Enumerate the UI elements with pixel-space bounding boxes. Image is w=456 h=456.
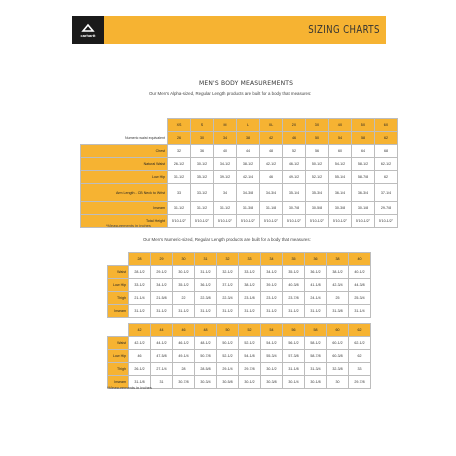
waist-equivalent-cell: 38	[237, 132, 260, 145]
table-cell: 55-1/4	[329, 171, 352, 184]
numeric-size-table-2	[107, 323, 371, 389]
table-cell: 30-5/8	[306, 202, 329, 215]
size-header-cell: 60	[327, 324, 349, 337]
table-cell: 50-7/8	[195, 350, 217, 363]
table-cell: 30-1/2	[191, 158, 214, 171]
size-header-cell: 38	[327, 253, 349, 266]
table-cell: 28	[173, 363, 195, 376]
size-header-cell: L	[237, 119, 260, 132]
table-cell: 30-1/8	[352, 202, 375, 215]
table-cell: 21-1/4	[129, 292, 151, 305]
table-cell: 5'10-1/2"	[329, 215, 352, 228]
table-cell: 29-7/8	[349, 376, 371, 389]
table-row	[108, 363, 371, 376]
size-header-cell: 5X	[352, 119, 375, 132]
table-cell: 40	[214, 145, 237, 158]
table-cell: 34-1/2	[151, 279, 173, 292]
table-cell: 41-1/8	[305, 279, 327, 292]
table-cell: 58-7/8	[352, 171, 375, 184]
table-cell: 37-1/2	[217, 279, 239, 292]
table-cell: 64	[352, 145, 375, 158]
table-cell: 36-3/4	[352, 184, 375, 202]
size-header-cell: 29	[151, 253, 173, 266]
table-cell: 42-3/4	[327, 279, 349, 292]
size-header-cell: 44	[151, 324, 173, 337]
row-label: Low Hip	[108, 279, 129, 292]
table-cell: 31-1/2	[129, 305, 151, 318]
size-header-cell: XL	[260, 119, 283, 132]
table-cell: 25-3/4	[349, 292, 371, 305]
table-cell: 56-1/2	[283, 337, 305, 350]
table-cell: 31-3/8	[327, 305, 349, 318]
alpha-note: *Measurements in inches	[106, 223, 151, 228]
table-cell: 5'10-1/2"	[283, 215, 306, 228]
size-header-cell: 58	[305, 324, 327, 337]
table-cell: 52-1/2	[217, 350, 239, 363]
table-cell: 31-1/2	[191, 202, 214, 215]
waist-equivalent-cell: 30	[191, 132, 214, 145]
table-row	[81, 184, 398, 202]
waist-equivalent-cell: 58	[352, 132, 375, 145]
table-cell: 46	[260, 171, 283, 184]
table-cell: 62	[375, 171, 398, 184]
table-cell: 30-1/2	[173, 266, 195, 279]
table-row	[108, 279, 371, 292]
size-header-cell: 30	[173, 253, 195, 266]
table-cell: 33-1/2	[129, 279, 151, 292]
logo-text: carhartt	[80, 32, 96, 38]
table-cell: 40-1/2	[349, 266, 371, 279]
table-cell: 32-3/8	[327, 363, 349, 376]
table-cell: 62	[349, 350, 371, 363]
table-cell: 27-1/4	[151, 363, 173, 376]
table-cell: 31-1/2	[305, 305, 327, 318]
row-label: Natural Waist	[81, 158, 168, 171]
table-cell: 31-1/2	[195, 266, 217, 279]
row-label: Waist	[108, 337, 129, 350]
table-cell: 34	[214, 184, 237, 202]
table-cell: 54-1/2	[329, 158, 352, 171]
table-cell: 31-1/2	[217, 305, 239, 318]
table-cell: 31-1/2	[283, 305, 305, 318]
size-header-cell: XS	[168, 119, 191, 132]
size-header-cell: 42	[129, 324, 151, 337]
table-row	[81, 202, 398, 215]
table-cell: 62-1/2	[375, 158, 398, 171]
size-header-cell: 54	[261, 324, 283, 337]
table-cell: 30-7/8	[283, 202, 306, 215]
table-cell: 31-1/2	[151, 305, 173, 318]
table-cell: 35-1/4	[283, 184, 306, 202]
table-cell: 31-1/8	[283, 363, 305, 376]
table-row	[108, 292, 371, 305]
table-row	[108, 305, 371, 318]
table-cell: 31-1/2	[168, 171, 191, 184]
table-cell: 34-1/2	[214, 158, 237, 171]
table-cell: 23-1/2	[261, 292, 283, 305]
table-cell: 36-1/4	[329, 184, 352, 202]
table-cell: 23-7/8	[283, 292, 305, 305]
row-label: Thigh	[108, 363, 129, 376]
table-cell: 28-1/2	[129, 266, 151, 279]
table-cell: 54-1/8	[239, 350, 261, 363]
table-cell: 48	[260, 145, 283, 158]
table-cell: 21-5/8	[151, 292, 173, 305]
table-cell: 5'10-1/2"	[214, 215, 237, 228]
table-cell: 33-1/2	[191, 184, 214, 202]
table-cell: 44-1/2	[151, 337, 173, 350]
table-cell: 5'10-1/2"	[168, 215, 191, 228]
table-cell: 52	[283, 145, 306, 158]
table-cell: 5'10-1/2"	[260, 215, 283, 228]
waist-equivalent-cell: 26	[168, 132, 191, 145]
size-header-cell: 4X	[329, 119, 352, 132]
table-cell: 5'10-1/2"	[237, 215, 260, 228]
table-cell: 31	[151, 376, 173, 389]
waist-equivalent-cell: 50	[306, 132, 329, 145]
row-label: Inseam	[81, 202, 168, 215]
table-cell: 5'10-1/2"	[306, 215, 329, 228]
table-cell: 30-1/4	[283, 376, 305, 389]
waist-equivalent-cell: 62	[375, 132, 398, 145]
table-cell: 58-1/2	[352, 158, 375, 171]
size-header-cell: 6X	[375, 119, 398, 132]
size-header-cell: 3X	[306, 119, 329, 132]
table-cell: 52-1/2	[239, 337, 261, 350]
size-header-cell: 36	[305, 253, 327, 266]
table-cell: 60-3/8	[327, 350, 349, 363]
table-cell: 37-1/4	[375, 184, 398, 202]
table-cell: 40-3/8	[283, 279, 305, 292]
table-cell: 34-3/8	[237, 184, 260, 202]
alpha-subtitle: Our Men's Alpha-sized, Regular Length products are built for a body that measures:	[149, 91, 312, 96]
waist-equivalent-row	[81, 132, 398, 145]
table-cell: 26-1/2	[168, 158, 191, 171]
table-cell: 39-1/2	[261, 279, 283, 292]
table-cell: 35-3/4	[306, 184, 329, 202]
size-header-cell: 33	[239, 253, 261, 266]
table-cell: 47-5/8	[151, 350, 173, 363]
table-cell: 30-1/2	[239, 376, 261, 389]
page-title: SIZING CHARTS	[308, 23, 380, 36]
header-banner	[72, 16, 386, 44]
table-cell: 36	[191, 145, 214, 158]
table-cell: 5'10-1/2"	[375, 215, 398, 228]
table-cell: 39-1/2	[214, 171, 237, 184]
table-cell: 60-1/2	[327, 337, 349, 350]
table-cell: 26-1/2	[129, 363, 151, 376]
row-label: Inseam	[108, 376, 129, 389]
table-cell: 33	[168, 184, 191, 202]
table-cell: 32	[168, 145, 191, 158]
alpha-size-table	[80, 118, 398, 228]
size-header-cell: 52	[239, 324, 261, 337]
size-header-cell: 62	[349, 324, 371, 337]
table-cell: 56	[306, 145, 329, 158]
table-cell: 57-3/8	[283, 350, 305, 363]
table-cell: 31-3/8	[237, 202, 260, 215]
size-header-row	[81, 119, 398, 132]
table-cell: 42-1/2	[260, 158, 283, 171]
table-cell: 62-1/2	[349, 337, 371, 350]
table-cell: 58-7/8	[305, 350, 327, 363]
table-cell: 5'10-1/2"	[352, 215, 375, 228]
table-row	[81, 171, 398, 184]
numeric-size-table-1	[107, 252, 371, 318]
table-cell: 29-7/8	[239, 363, 261, 376]
table-cell: 30-3/4	[195, 376, 217, 389]
table-cell: 38-1/2	[237, 158, 260, 171]
row-label: Chest	[81, 145, 168, 158]
size-header-cell: 40	[349, 253, 371, 266]
table-cell: 31-3/4	[305, 363, 327, 376]
table-cell: 30-7/8	[173, 376, 195, 389]
table-cell: 31-1/2	[214, 202, 237, 215]
table-cell: 54-1/2	[261, 337, 283, 350]
row-label: Arm Length - CB Neck to Wrist	[81, 184, 168, 202]
table-cell: 31-1/2	[261, 305, 283, 318]
table-cell: 38-1/2	[327, 266, 349, 279]
row-label: Numeric waist equivalent	[125, 135, 165, 140]
table-cell: 68	[375, 145, 398, 158]
table-cell: 49-1/2	[283, 171, 306, 184]
table-cell: 35-1/2	[191, 171, 214, 184]
table-cell: 31-1/2	[168, 202, 191, 215]
table-cell: 48-1/2	[195, 337, 217, 350]
waist-equivalent-cell: 46	[283, 132, 306, 145]
table-cell: 30-3/8	[261, 376, 283, 389]
table-cell: 33	[349, 363, 371, 376]
numeric-subtitle: Our Men's Numeric-sized, Regular Length products are built for a body that measures:	[143, 237, 311, 242]
size-header-cell: 28	[129, 253, 151, 266]
size-header-cell: 56	[283, 324, 305, 337]
table-cell: 58-1/2	[305, 337, 327, 350]
table-cell: 31-1/2	[195, 305, 217, 318]
table-cell: 31-1/4	[349, 305, 371, 318]
table-cell: 5'10-1/2"	[191, 215, 214, 228]
table-cell: 29-1/2	[151, 266, 173, 279]
numeric-note: *Measurements in inches	[107, 385, 152, 390]
table-cell: 22-3/8	[195, 292, 217, 305]
table-cell: 35-1/2	[283, 266, 305, 279]
table-cell: 30-5/8	[217, 376, 239, 389]
waist-equivalent-cell: 34	[214, 132, 237, 145]
table-cell: 33-1/2	[239, 266, 261, 279]
table-cell: 24-1/4	[305, 292, 327, 305]
table-cell: 22-3/4	[217, 292, 239, 305]
table-row	[81, 145, 398, 158]
carhartt-logo	[72, 16, 104, 44]
table-row	[108, 266, 371, 279]
corner-cell	[108, 324, 129, 337]
table-cell: 30-3/8	[329, 202, 352, 215]
size-header-cell: 2X	[283, 119, 306, 132]
alpha-section-title: MEN'S BODY MEASUREMENTS	[199, 80, 294, 87]
table-cell: 46-1/2	[283, 158, 306, 171]
table-cell: 28-5/8	[195, 363, 217, 376]
table-cell: 42-1/2	[129, 337, 151, 350]
table-cell: 50-1/2	[217, 337, 239, 350]
size-header-row	[108, 324, 371, 337]
size-header-row	[108, 253, 371, 266]
table-cell: 46	[129, 350, 151, 363]
row-label: Low Hip	[108, 350, 129, 363]
size-header-cell: 32	[217, 253, 239, 266]
table-cell: 34-1/2	[261, 266, 283, 279]
size-header-cell: S	[191, 119, 214, 132]
row-label: Total Height	[81, 215, 168, 228]
corner-cell	[81, 119, 168, 132]
size-header-cell: 34	[261, 253, 283, 266]
table-cell: 49-1/4	[173, 350, 195, 363]
table-cell: 36-1/2	[305, 266, 327, 279]
table-cell: 44	[237, 145, 260, 158]
table-cell: 35-1/2	[173, 279, 195, 292]
table-cell: 25	[327, 292, 349, 305]
row-label: Thigh	[108, 292, 129, 305]
size-header-cell: M	[214, 119, 237, 132]
carhartt-c-icon	[81, 23, 95, 33]
table-cell: 31-1/2	[173, 305, 195, 318]
table-cell: 52-1/2	[306, 171, 329, 184]
table-cell: 44-3/8	[349, 279, 371, 292]
waist-equivalent-cell: 42	[260, 132, 283, 145]
table-cell: 23-1/8	[239, 292, 261, 305]
table-cell: 30-1/2	[261, 363, 283, 376]
table-cell: 46-1/2	[173, 337, 195, 350]
size-header-cell: 35	[283, 253, 305, 266]
corner-cell	[108, 253, 129, 266]
table-cell: 42-1/4	[237, 171, 260, 184]
table-cell: 60	[329, 145, 352, 158]
table-cell: 34-3/4	[260, 184, 283, 202]
size-header-cell: 46	[173, 324, 195, 337]
table-cell: 29-1/4	[217, 363, 239, 376]
table-cell: 31-1/2	[239, 305, 261, 318]
table-row	[81, 158, 398, 171]
table-cell: 36-1/2	[195, 279, 217, 292]
table-cell: 55-3/4	[261, 350, 283, 363]
size-header-cell: 31	[195, 253, 217, 266]
table-cell: 30	[327, 376, 349, 389]
table-cell: 30-1/8	[305, 376, 327, 389]
table-cell: 31-1/8	[129, 376, 151, 389]
table-cell: 38-1/2	[239, 279, 261, 292]
table-cell: 29-7/8	[375, 202, 398, 215]
size-header-cell: 48	[195, 324, 217, 337]
row-label: Low Hip	[81, 171, 168, 184]
size-header-cell: 50	[217, 324, 239, 337]
table-row	[108, 350, 371, 363]
waist-equivalent-cell: 54	[329, 132, 352, 145]
table-cell: 22	[173, 292, 195, 305]
table-cell: 50-1/2	[306, 158, 329, 171]
row-label: Waist	[108, 266, 129, 279]
table-cell: 31-1/8	[260, 202, 283, 215]
table-cell: 32-1/2	[217, 266, 239, 279]
table-row	[108, 337, 371, 350]
row-label: Inseam	[108, 305, 129, 318]
